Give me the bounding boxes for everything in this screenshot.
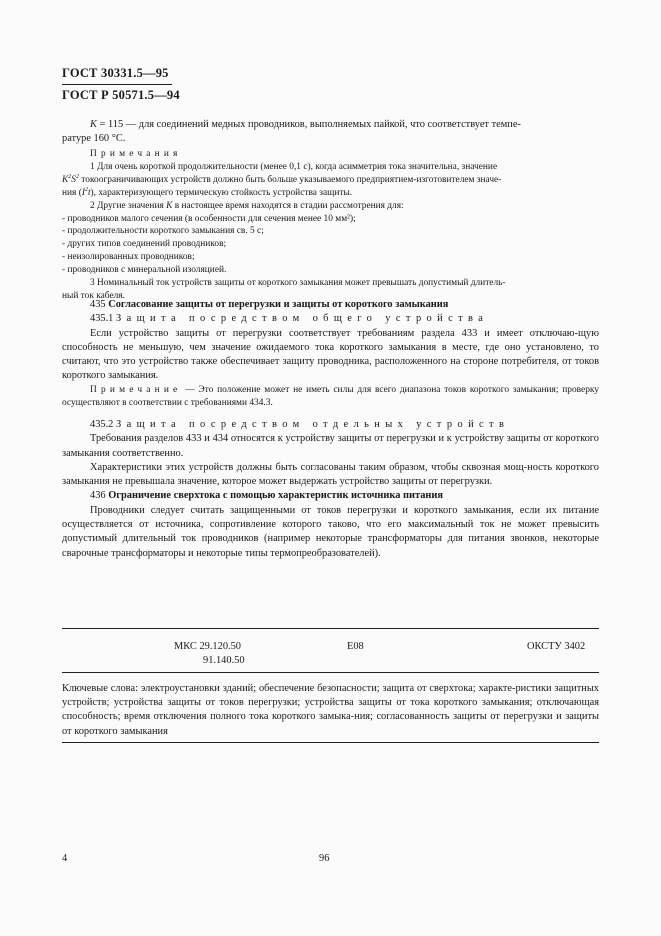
mks-code-2: 91.140.50 bbox=[203, 655, 245, 666]
i2t-formula: $I^2t$ bbox=[81, 186, 91, 198]
section-436-heading: 436 Ограничение сверхтока с помощью характеристик источника питания bbox=[90, 490, 443, 502]
k-coefficient-paragraph bbox=[62, 118, 599, 147]
k-text: = 115 — для соединений медных проводников, выполняемых пайкой, что соответствует темпе- bbox=[96, 119, 521, 130]
page-number-left: 4 bbox=[62, 853, 68, 864]
note-2-item: - неизолированных проводников; bbox=[62, 252, 195, 263]
note-3-line-1: 3 Номинальный ток устройств защиты от короткого замыкания может превышать допустимый длитель- bbox=[90, 278, 506, 289]
standard-number-1: ГОСТ 30331.5—95 bbox=[62, 66, 169, 80]
note-3-line-2: ный ток кабеля. bbox=[62, 290, 125, 301]
k2s2-formula: $K^2S^2$ bbox=[62, 173, 79, 185]
notes-title: Примечания bbox=[90, 149, 182, 159]
section-435 bbox=[62, 298, 599, 384]
okstu-code: ОКСТУ 3402 bbox=[527, 641, 586, 652]
section-436-text: Проводники следует считать защищенными от токов перегрузки и короткого замыкания, если их питание осуществляется от источника, сопротивление которого таково, что его максимальный ток не может превысить допустимый длительный ток проводников (например некоторые трансформаторы для питания звонков, некоторые сварочные трансформаторы и некоторые типы термопреобразователей). bbox=[62, 504, 599, 559]
section-4352-text-1: Требования разделов 433 и 434 относятся к устройству защиты от перегрузки и к устройству защиты от короткого замыкания соответственно. bbox=[62, 433, 599, 459]
mks-code-1: МКС 29.120.50 bbox=[174, 641, 242, 652]
page-number-center: 96 bbox=[319, 853, 330, 864]
note-2-intro: 2 Другие значения K в настоящее время находятся в стадии рассмотрения для: bbox=[90, 200, 404, 211]
note-1-line-2: $K^2S^2$ токоограничивающих устройств должно быть больше указываемого предприятием-изготовителем значе- bbox=[62, 173, 502, 185]
note-2-item: - продолжительности короткого замыкания св. 5 с; bbox=[62, 226, 264, 237]
k-symbol: K bbox=[90, 119, 97, 130]
note-1-line-1: 1 Для очень короткой продолжительности (менее 0,1 с), когда асимметрия тока значительна, значение bbox=[90, 161, 498, 172]
section-4351-heading: 435.1 Защита посредством общего устройства bbox=[90, 313, 489, 325]
section-435-heading: 435 Согласование защиты от перегрузки и защиты от короткого замыкания bbox=[90, 299, 449, 310]
section-4352 bbox=[62, 418, 599, 561]
header-divider bbox=[62, 84, 172, 85]
e-code: E08 bbox=[347, 641, 364, 652]
note-2-item: - проводников малого сечения (в особенности для сечения менее 10 мм²); bbox=[62, 213, 356, 224]
keywords-bottom-rule bbox=[62, 742, 599, 743]
note-1-line-3: ния $(I^2t)$, характеризующего термическую стойкость устройства защиты. bbox=[62, 186, 353, 198]
section-4351-note: Примечание — Это положение может не иметь силы для всего диапазона токов короткого замыкания; проверку осуществляют в соответствии с требованиями 434.3. bbox=[62, 385, 599, 408]
note-2-item: - проводников с минеральной изоляцией. bbox=[62, 265, 227, 276]
section-4352-heading: 435.2 Защита посредством отдельных устройств bbox=[90, 419, 510, 430]
footer-mid-rule bbox=[62, 672, 599, 673]
keywords: Ключевые слова: электроустановки зданий; обеспечение безопасности; защита от сверхтока; характе-ристики защитных устройств; устройства защиты от токов перегрузки; устройства защиты от тока короткого замыкания; отключающая способность; время отключения полного тока короткого замыка-ния; согласованность защиты от перегрузки и защиты от короткого замыкания bbox=[62, 683, 599, 737]
k-text-cont: ратуре 160 °С. bbox=[62, 133, 126, 145]
section-4351-text: Если устройство защиты от перегрузки соответствует требованиям раздела 433 и имеет отключаю-щую способность не меньшую, чем значение ожидаемого тока короткого замыкания в месте, где оно установлено, то считают, что это устройство также обеспечивает защиту проводника, расположенного на стороне потребителя, от токов короткого замыкания. bbox=[62, 327, 599, 382]
notes-block bbox=[62, 148, 599, 303]
footer-top-rule bbox=[62, 628, 599, 629]
section-4352-text-2: Характеристики этих устройств должны быть согласованы таким образом, чтобы сквозная мощ-ность короткого замыкания не превышала значение, которое может выдержать устройство защиты от перегрузки. bbox=[62, 461, 599, 488]
note-2-item: - других типов соединений проводников; bbox=[62, 239, 227, 250]
standard-number-2: ГОСТ Р 50571.5—94 bbox=[62, 88, 180, 102]
